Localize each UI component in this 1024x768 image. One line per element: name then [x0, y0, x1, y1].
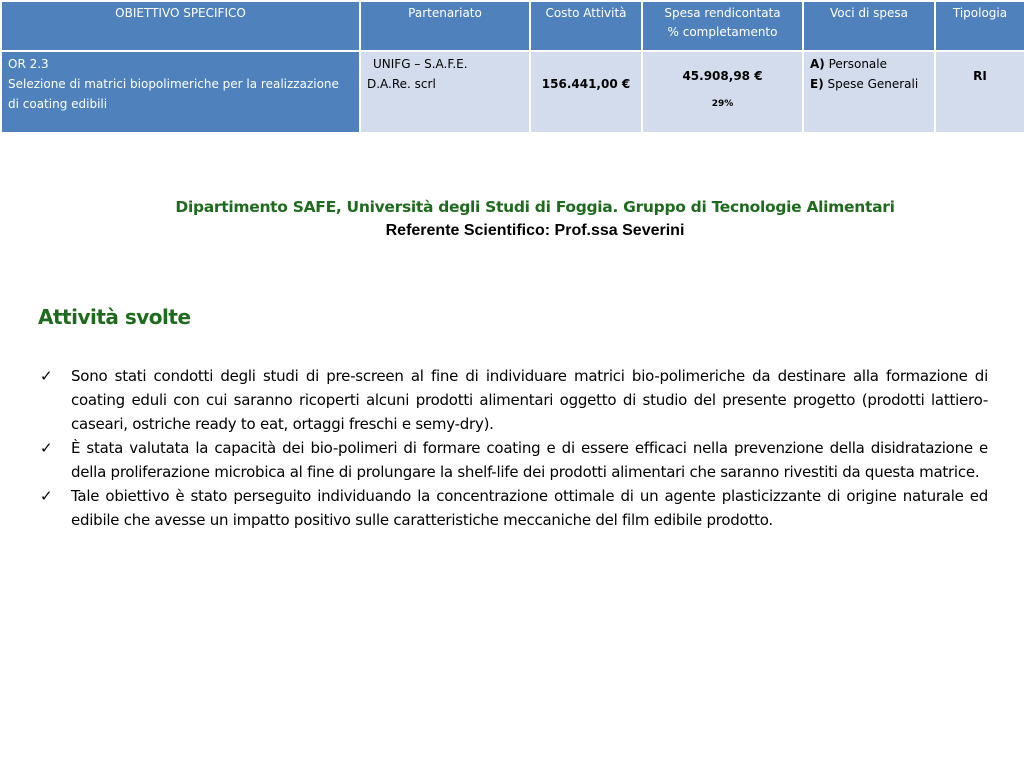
cell-partnership	[360, 51, 530, 133]
cell-type	[935, 51, 1024, 133]
header-spent-line1: Spesa rendicontata	[664, 6, 781, 20]
objective-code: OR 2.3	[8, 57, 49, 71]
header-items: Voci di spesa	[803, 1, 935, 51]
cell-spent	[642, 51, 803, 133]
cost-value: 156.441,00 €	[541, 77, 631, 91]
activity-text: Sono stati condotti degli studi di pre-screen al fine di individuare matrici bio-polimeriche da destinare alla formazione di coating eduli con cui saranno ricoperti alcuni prodotti alimentari oggetto di studio del presente progetto (prodotti lattiero-caseari, ostriche ready to eat, ortaggi freschi e semy-dry).	[71, 367, 988, 433]
type-value: RI	[973, 69, 987, 83]
summary-table	[0, 0, 1024, 134]
table-header-row	[1, 1, 1024, 51]
item1-code: A)	[810, 57, 825, 71]
spent-value: 45.908,98 €	[682, 69, 763, 83]
item2-label: Spese Generali	[827, 77, 919, 91]
item2-code: E)	[810, 77, 824, 91]
activity-text: Tale obiettivo è stato perseguito individuando la concentrazione ottimale di un agente plasticizzante di origine naturale ed edibile che avesse un impatto positivo sulle caratteristiche meccaniche del film edibile prodotto.	[71, 487, 988, 529]
header-cost: Costo Attività	[530, 1, 642, 51]
check-icon: ✓	[40, 487, 53, 505]
check-icon: ✓	[40, 367, 53, 385]
referent-heading: Referente Scientifico: Prof.ssa Severini	[385, 222, 685, 239]
header-type: Tipologia	[935, 1, 1024, 51]
cell-items	[803, 51, 935, 133]
check-icon: ✓	[40, 439, 53, 457]
completion-value: 29%	[711, 99, 734, 109]
list-item	[40, 436, 988, 484]
header-partnership: Partenariato	[360, 1, 530, 51]
department-heading: Dipartimento SAFE, Università degli Studi di Foggia. Gruppo di Tecnologie Alimentari	[175, 198, 895, 216]
partner-line1: UNIFG – S.A.F.E.	[373, 57, 468, 71]
cell-objective	[1, 51, 360, 133]
header-spent	[642, 1, 803, 51]
list-item	[40, 364, 988, 436]
header-spent-line2: % completamento	[667, 25, 778, 39]
partner-line2: D.A.Re. scrl	[367, 77, 436, 91]
item1-label: Personale	[828, 57, 888, 71]
section-title: Attività svolte	[38, 305, 191, 329]
activities-list	[40, 364, 988, 532]
header-objective: OBIETTIVO SPECIFICO	[1, 1, 360, 51]
cell-cost	[530, 51, 642, 133]
objective-description: Selezione di matrici biopolimeriche per la realizzazione di coating edibili	[8, 77, 339, 111]
table-row	[1, 51, 1024, 133]
list-item	[40, 484, 988, 532]
activity-text: È stata valutata la capacità dei bio-polimeri di formare coating e di essere efficaci nella prevenzione della disidratazione e della proliferazione microbica al fine di prolungare la shelf-life dei prodotti alimentari che saranno rivestiti da questa matrice.	[71, 439, 988, 481]
